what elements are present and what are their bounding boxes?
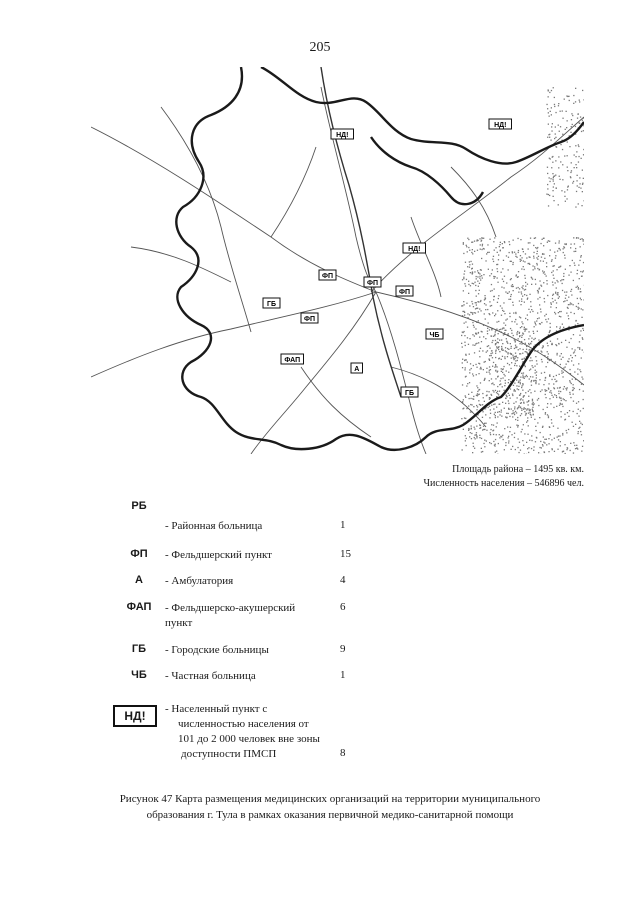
legend-abbr-fap: ФАП — [126, 601, 152, 613]
legend-label-gb: - Городские больницы — [165, 644, 269, 656]
map-marker — [401, 387, 418, 397]
map-marker-label: ФАП — [284, 357, 301, 364]
map-marker-label: НД! — [408, 246, 421, 253]
legend-abbr-nd: НД! — [113, 705, 157, 727]
legend-label-fp: - Фельдшерский пункт — [165, 549, 272, 561]
legend-nd-line-2: численностью населения от — [178, 718, 309, 730]
legend-count-gb: 9 — [340, 643, 346, 655]
legend-abbr-chb: ЧБ — [131, 669, 147, 681]
legend-abbr-gb: ГБ — [131, 643, 147, 655]
legend-label-rb: - Районная больница — [165, 520, 263, 532]
map-marker — [351, 363, 363, 373]
district-map — [91, 67, 584, 454]
map-marker-label: ЧБ — [429, 332, 440, 339]
map-marker-label: НД! — [336, 132, 349, 139]
map-marker — [263, 298, 280, 308]
page-number: 205 — [309, 40, 331, 55]
map-marker — [319, 270, 336, 280]
legend-count-fap: 6 — [340, 601, 346, 613]
legend-abbr-a: А — [135, 574, 143, 586]
map-marker-label: ФП — [398, 289, 411, 296]
legend-count-chb: 1 — [340, 669, 346, 681]
legend-label-chb: - Частная больница — [165, 670, 256, 682]
map-marker-label: НД! — [494, 122, 507, 129]
map-population-label: Численность населения – 546896 чел. — [423, 478, 584, 489]
map-marker — [396, 286, 413, 296]
map-area-label: Площадь района – 1495 кв. км. — [452, 464, 584, 475]
map-marker — [489, 119, 512, 129]
map-marker — [364, 277, 381, 287]
map-marker — [403, 243, 426, 253]
legend-abbr-rb: РБ — [131, 500, 147, 512]
map-marker-label: ГБ — [405, 390, 414, 397]
legend-abbr-fp: ФП — [130, 548, 148, 560]
legend-count-a: 4 — [340, 574, 346, 586]
map-marker-label: ГБ — [267, 301, 276, 308]
legend-nd-line-1: - Населенный пункт с — [165, 703, 268, 715]
legend-nd-line-3: 101 до 2 000 человек вне зоны — [178, 733, 320, 745]
map-marker — [331, 129, 354, 139]
legend-count-nd: 8 — [340, 747, 346, 759]
legend-count-rb: 1 — [340, 519, 346, 531]
map-marker — [301, 313, 318, 323]
figure-caption — [95, 791, 565, 823]
legend-label-fap: - Фельдшерско-акушерский пункт — [165, 602, 296, 629]
legend-label-a: - Амбулатория — [165, 575, 234, 587]
caption-line-1: Рисунок 47 Карта размещения медицинских организаций на территории муниципального — [119, 793, 541, 805]
map-marker — [426, 329, 443, 339]
legend-nd-line-4: доступности ПМСП — [181, 748, 277, 760]
map-marker-label: ФП — [303, 316, 316, 323]
map-marker-label: ФП — [321, 273, 334, 280]
caption-line-2: образования г. Тула в рамках оказания первичной медико-санитарной помощи — [146, 809, 514, 821]
map-marker — [281, 354, 304, 364]
map-marker-label: ФП — [366, 280, 379, 287]
map-marker-label: А — [354, 366, 360, 373]
legend-count-fp: 15 — [340, 548, 351, 560]
